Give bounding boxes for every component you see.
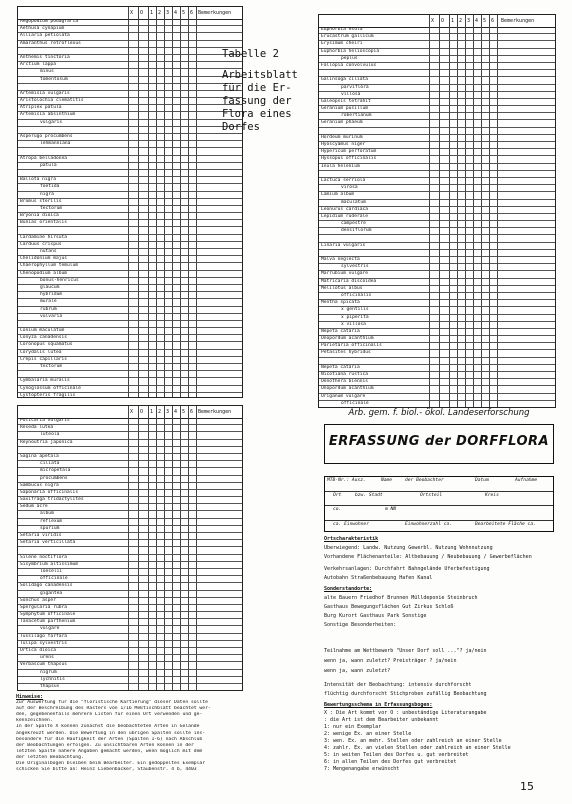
species-row — [319, 171, 555, 178]
species-row: murale — [18, 299, 242, 306]
sheet-2 — [318, 14, 556, 408]
meta-cell: Ortsteil — [420, 492, 443, 498]
species-row: Sedum acre — [18, 504, 242, 511]
meta-cell: m NN — [385, 507, 397, 512]
species-row: Carduus crispus — [18, 242, 242, 249]
col-4: 4 — [174, 409, 178, 415]
notes-line: In der Spalte X können zunächst die beobachteten Arten in Gelände — [16, 724, 200, 730]
species-row: ciliata — [18, 461, 242, 468]
species-row: vulgare — [18, 626, 242, 633]
species-row: Onopordum acanthium — [319, 336, 555, 343]
grid-line — [497, 15, 498, 407]
species-row: Euphorbia helioscopia — [319, 49, 555, 56]
title-line: Tabelle 2 — [222, 48, 279, 60]
species-row: Hyssopus officinalis — [319, 156, 555, 163]
species-row: Saxifraga tridactylites — [18, 497, 242, 504]
notes-line: kennzeichnen. — [16, 718, 53, 724]
grid-line — [164, 406, 165, 690]
species-row: Bryonia dioica — [18, 213, 242, 220]
species-row — [319, 235, 555, 242]
meta-cell: Bearbeitete Fläche ca. — [475, 521, 536, 527]
species-row: Artemisia absinthium — [18, 112, 242, 119]
scale-line: : die Art ist dem Bearbeiter unbekannt — [324, 717, 439, 723]
form-headline: ERFASSUNG der DORFFLORA — [328, 434, 550, 449]
species-row: Chelidonium majus — [18, 256, 242, 263]
species-row: luteola — [18, 432, 242, 439]
species-row: sylvestris — [319, 264, 555, 271]
species-row: foetida — [18, 184, 242, 191]
meta-cell: ca. Einwohner — [333, 521, 369, 527]
species-row: Pulicaria vulgaris — [18, 418, 242, 425]
species-row: Sambucus nigra — [18, 483, 242, 490]
headline-box — [324, 424, 554, 464]
species-row: Asperugo procumbens — [18, 134, 242, 141]
form-line: alte Bauern Friedhof Brunnen Mülldeponie Steinbruch — [324, 595, 478, 601]
species-row: reflexum — [18, 519, 242, 526]
species-row — [18, 127, 242, 134]
col-5: 5 — [182, 409, 186, 415]
species-row: Cynoglossum officinale — [18, 386, 242, 393]
notes-line: schicken Sie bitte an: Heinz Liebenbacker, Staubenstr. 4 b, 4403 — [16, 767, 197, 773]
notes-line: angekreuzt werden. Die Bewertung in den übrigen Spalten sollte ins- — [16, 730, 206, 736]
form-line: wenn ja, wann zuletzt? Preisträger ? ja/nein — [324, 658, 457, 664]
col-x: X — [431, 18, 435, 24]
species-row: Sagina apetala — [18, 454, 242, 461]
species-row: Atropa belladonna — [18, 156, 242, 163]
title-line: fassung der — [222, 95, 292, 107]
species-row: Saponaria officinalis — [18, 490, 242, 497]
species-row: gigantea — [18, 591, 242, 598]
meta-cell: Kreis — [485, 492, 499, 498]
species-row: Reseda lutea — [18, 425, 242, 432]
grid-line — [188, 406, 189, 690]
species-row: tectorum — [18, 206, 242, 213]
species-row: Malva neglecta — [319, 257, 555, 264]
species-row — [18, 148, 242, 155]
grid-line — [156, 406, 157, 690]
species-row: robertianum — [319, 113, 555, 120]
notes-line: letzten Spalte nähere Angaben gemacht werden, wenn möglich mit dem — [16, 748, 203, 754]
form-line: Sonstige Besonderheiten: — [324, 622, 397, 628]
grid-line — [429, 15, 430, 407]
species-row: maculatum — [319, 200, 555, 207]
meta-row — [325, 506, 553, 521]
section-heading: Bewertungsschema in Erfassungsbogen: — [324, 702, 433, 708]
grid-line — [164, 7, 165, 397]
species-row: Nepeta cataria — [319, 365, 555, 372]
form-line: Teilnahme am Wettbewerb "Unser Dorf soll ..."? ja/nein — [324, 648, 487, 654]
grid-line — [439, 15, 440, 407]
meta-cell: Einwohnerzahl ca. — [405, 521, 453, 527]
col-5: 5 — [483, 18, 487, 24]
species-row: Origanum vulgare — [319, 394, 555, 401]
form-line: Autobahn Straßenbebauung Hafen Kanal — [324, 575, 433, 581]
species-row: Setaria viridis — [18, 533, 242, 540]
sheet-1 — [17, 6, 243, 398]
species-row: Coronopus squamatus — [18, 342, 242, 349]
species-row: Reynoutria japonica — [18, 440, 242, 447]
species-row: Nepeta cataria — [319, 329, 555, 336]
col-remarks: Bemerkungen — [501, 18, 535, 24]
species-row: Corydalis lutea — [18, 350, 242, 357]
species-row: Onopordum acanthium — [319, 386, 555, 393]
species-row: Sonchus asper — [18, 598, 242, 605]
species-row: Aethusa cynapium — [18, 26, 242, 33]
form-line: flüchtig durchforscht Stichproben zufällig Beobachtung — [324, 691, 487, 697]
grid-line — [128, 406, 129, 690]
species-row: vulgaris — [18, 120, 242, 127]
species-row: Spergularia rubra — [18, 605, 242, 612]
species-row — [319, 70, 555, 77]
species-row: micropetala — [18, 468, 242, 475]
species-row: peplus — [319, 56, 555, 63]
grid-line — [457, 15, 458, 407]
species-row: Galinsoga ciliata — [319, 77, 555, 84]
notes-title: Hinweise: — [16, 694, 44, 700]
species-row: Aristolochia clematitis — [18, 98, 242, 105]
species-row: Cardamine hirsuta — [18, 235, 242, 242]
meta-row — [325, 492, 553, 507]
meta-cell: Aufnahme — [515, 478, 538, 483]
species-row — [18, 227, 242, 234]
species-row — [18, 547, 242, 554]
col-1: 1 — [150, 409, 154, 415]
species-row: minus — [18, 69, 242, 76]
species-row: Artemisia vulgaris — [18, 91, 242, 98]
species-row: campestre — [319, 221, 555, 228]
grid-line — [148, 7, 149, 397]
species-row: Alliaria petiolata — [18, 33, 242, 40]
species-row — [319, 358, 555, 365]
grid-line — [465, 15, 466, 407]
species-row: Oenothera biennis — [319, 379, 555, 386]
species-row: Euphorbia esula — [319, 27, 555, 34]
species-row: Petasites hybridus — [319, 350, 555, 357]
species-row: album — [18, 511, 242, 518]
species-row: Tulipa sylvestris — [18, 641, 242, 648]
grid-line — [180, 406, 181, 690]
species-row: Hypericum perforatum — [319, 149, 555, 156]
grid-line — [138, 406, 139, 690]
species-row: bonus-henricus — [18, 278, 242, 285]
species-row: Cystopteris fragilis — [18, 393, 242, 398]
species-row: Parietaria officinalis — [319, 343, 555, 350]
form-line: Überwiegend: Landw. Nutzung Gewerbl. Nutzung Wohnnutzung — [324, 545, 493, 551]
sheet-3-rows — [18, 418, 242, 690]
species-row: Silene noctiflora — [18, 555, 242, 562]
meta-cell: bzw. Stadt — [355, 492, 383, 498]
species-row: officinale — [319, 401, 555, 408]
species-row: lychnitis — [18, 677, 242, 684]
species-row: villosa — [319, 92, 555, 99]
grid-line — [148, 406, 149, 690]
species-row: x villosa — [319, 322, 555, 329]
notes-line: Zur Auswertung für die "floristische Kartierung" dieser Daten sollte — [16, 700, 208, 706]
col-4: 4 — [475, 18, 479, 24]
species-row: Setaria verticillata — [18, 540, 242, 547]
species-row: Geranium pusillum — [319, 106, 555, 113]
species-row: Lamium album — [319, 192, 555, 199]
species-row: Tanacetum parthenium — [18, 619, 242, 626]
species-row — [319, 250, 555, 257]
form-line: wenn ja, wann zuletzt? — [324, 668, 391, 674]
species-row: Erucastrum gallicum — [319, 34, 555, 41]
species-row: x piperita — [319, 315, 555, 322]
species-row — [18, 371, 242, 378]
species-row: Atriplex patula — [18, 105, 242, 112]
species-row: virosa — [319, 185, 555, 192]
scale-line: 6: in allen Teilen des Dorfes gut verbreitet — [324, 759, 457, 765]
scale-line: X : Die Art kommt vor O : unbeständige Literaturangabe — [324, 710, 487, 716]
species-row: tectorum — [18, 364, 242, 371]
species-row: Urtica dioica — [18, 648, 242, 655]
section-heading: Sonderstandorte: — [324, 586, 373, 592]
species-row: lehmanniana — [18, 141, 242, 148]
species-row: Galeopsis tetrahit — [319, 99, 555, 106]
species-row: Amaranthus retroflexus — [18, 41, 242, 48]
grid-line — [172, 406, 173, 690]
col-2: 2 — [158, 10, 162, 16]
species-row: densiflorum — [319, 228, 555, 235]
species-row: Chaerophyllum temulum — [18, 263, 242, 270]
col-2: 2 — [459, 18, 463, 24]
col-x: X — [130, 409, 134, 415]
col-3: 3 — [166, 10, 170, 16]
scale-line: 2: wenige Ex. an einer Stelle — [324, 731, 412, 737]
meta-cell: der Beobachter — [405, 478, 444, 483]
species-row: officinalis — [319, 293, 555, 300]
grid-line — [128, 7, 129, 397]
grid-line — [473, 15, 474, 407]
species-row: Matricaria discoidea — [319, 279, 555, 286]
species-row: Melilotus albus — [319, 286, 555, 293]
species-row: Geranium phaeum — [319, 120, 555, 127]
survey-form — [318, 408, 558, 798]
species-row: Fallopia convolvulus — [319, 63, 555, 70]
sheet-1-rows — [18, 19, 242, 397]
scale-line: 7: Mengenangabe erwünscht — [324, 766, 400, 772]
species-row: Cymbalaria muralis — [18, 378, 242, 385]
worksheet-title — [222, 48, 317, 134]
col-remarks: Bemerkungen — [198, 409, 232, 415]
col-x: X — [130, 10, 134, 16]
col-remarks: Bemerkungen — [198, 10, 232, 16]
species-row: Bromus sterilis — [18, 199, 242, 206]
species-row: tomentosum — [18, 77, 242, 84]
species-row: loeselii — [18, 569, 242, 576]
meta-cell: MTB-Nr.: Ausz. — [327, 478, 366, 483]
species-row — [18, 48, 242, 55]
species-row: Sisymbrium altissimum — [18, 562, 242, 569]
species-row: Lactuca serriola — [319, 178, 555, 185]
species-row: x gentilis — [319, 307, 555, 314]
species-row: Leonurus cardiaca — [319, 207, 555, 214]
col-6: 6 — [491, 18, 495, 24]
species-row: procumbens — [18, 476, 242, 483]
title-line: Arbeitsblatt — [222, 69, 298, 81]
notes-line: auf der Beschreibung des Rasters von 1/16 Meßtischblatt beachtet wer- — [16, 706, 211, 712]
col-6: 6 — [190, 10, 194, 16]
notes-block — [16, 694, 238, 773]
scale-line: 3: wen. Ex. an mehr. Stellen oder zahlreich an einer Stelle — [324, 738, 502, 744]
notes-line: der letzten Beobachtung. — [16, 754, 84, 760]
notes-line: Die Originalbögen bleiben beim Bearbeiter. Ein gedoppeltes Exemplar — [16, 761, 206, 767]
grid-line — [449, 15, 450, 407]
species-row: Tussilago farfara — [18, 634, 242, 641]
grid-line — [172, 7, 173, 397]
scale-line: 1: nur ein Exemplar — [324, 724, 382, 730]
species-row: nutans — [18, 249, 242, 256]
page-number: 15 — [520, 780, 534, 793]
species-row: Conyza canadensis — [18, 335, 242, 342]
meta-cell: Ort — [333, 492, 342, 498]
col-1: 1 — [451, 18, 455, 24]
notes-line: besondere für die Häufigkeit der Arten (Spalten 1-6) nach Abschluß — [16, 736, 203, 742]
col-2: 2 — [158, 409, 162, 415]
species-row: glaucum — [18, 285, 242, 292]
title-line: Dorfes — [222, 121, 260, 133]
col-o: O — [140, 10, 144, 16]
species-row: Chenopodium album — [18, 271, 242, 278]
col-3: 3 — [467, 18, 471, 24]
species-row — [18, 170, 242, 177]
species-row: officinale — [18, 576, 242, 583]
species-row: Verbascum thapsus — [18, 662, 242, 669]
species-row: Symphytum officinale — [18, 612, 242, 619]
species-row: spurium — [18, 526, 242, 533]
species-row: urens — [18, 655, 242, 662]
meta-cell: Name — [381, 478, 393, 483]
form-line: Vorhandene Flächenanteile: Altbebauung / Neubebauung / Gewerbeflächen — [324, 554, 532, 560]
grid-line — [196, 7, 197, 397]
species-row: Hyoscyamus niger — [319, 142, 555, 149]
col-1: 1 — [150, 10, 154, 16]
form-line: Gasthaus Bewegungsflächen Gut Zirkus Schloß — [324, 604, 454, 610]
grid-line — [156, 7, 157, 397]
species-row: Marrubium vulgare — [319, 271, 555, 278]
grid-line — [138, 7, 139, 397]
scale-line: 5: in weiten Teilen des Dorfes u. gut verbreitet — [324, 752, 469, 758]
col-4: 4 — [174, 10, 178, 16]
grid-line — [188, 7, 189, 397]
col-o: O — [140, 409, 144, 415]
species-row: Ballota nigra — [18, 177, 242, 184]
species-row: Conium maculatum — [18, 328, 242, 335]
notes-line: der Beobachtungen erfolgen. Zu unsichtbaren Arten können in der — [16, 742, 194, 748]
species-row: Hordeum murinum — [319, 135, 555, 142]
grid-line — [481, 15, 482, 407]
species-row: Nicotiana rustica — [319, 372, 555, 379]
species-row: patula — [18, 163, 242, 170]
species-row: rubrum — [18, 307, 242, 314]
species-row: thapsus — [18, 684, 242, 691]
grid-line — [196, 406, 197, 690]
form-line: Verkehrsanlagen: Durchfahrt Bahngelände Uferbefestigung — [324, 566, 490, 572]
species-row: Bunias orientalis — [18, 220, 242, 227]
species-row: Mentha spicata — [319, 300, 555, 307]
notes-line: den, gegebenenfalls mehrere Listen für einen Ort verwenden und ge- — [16, 712, 203, 718]
species-row: Inula helenium — [319, 164, 555, 171]
title-line: für die Er- — [222, 82, 292, 94]
sheet-2-rows — [319, 27, 555, 407]
grid-line — [489, 15, 490, 407]
species-row: Anthemis tinctoria — [18, 55, 242, 62]
sheet-3 — [17, 405, 243, 691]
species-row: Crepis capillaris — [18, 357, 242, 364]
meta-row — [325, 521, 553, 535]
col-6: 6 — [190, 409, 194, 415]
meta-cell: co. — [333, 507, 342, 512]
form-line: Intensität der Beobachtung: intensiv durchforscht — [324, 682, 472, 688]
species-row: hybridum — [18, 292, 242, 299]
species-row: vulvaria — [18, 314, 242, 321]
species-row: Lepidium ruderale — [319, 214, 555, 221]
col-5: 5 — [182, 10, 186, 16]
species-row: nigra — [18, 192, 242, 199]
section-heading: Ortscharakteristik — [324, 536, 379, 542]
col-o: O — [441, 18, 445, 24]
title-line: Flora eines — [222, 108, 292, 120]
form-line: Burg Kurort Gasthaus Park Sonstige — [324, 613, 427, 619]
species-row: nigrum — [18, 670, 242, 677]
meta-row — [325, 477, 553, 492]
species-row: Arctium lappa — [18, 62, 242, 69]
species-row — [18, 321, 242, 328]
meta-cell: Datum — [475, 478, 489, 483]
species-row: parviflora — [319, 85, 555, 92]
col-3: 3 — [166, 409, 170, 415]
species-row: Erysimum cheiri — [319, 41, 555, 48]
species-row: Solidago canadensis — [18, 583, 242, 590]
species-row: Linaria vulgaris — [319, 243, 555, 250]
scale-line: 4: zahlr. Ex. an vielen Stellen oder zahlreich an einer Stelle — [324, 745, 511, 751]
association-name: Arb. gem. f. biol.- ökol. Landeserforschung — [348, 408, 530, 418]
meta-table — [324, 476, 554, 532]
species-row — [18, 447, 242, 454]
species-row — [18, 84, 242, 91]
species-row: Aegopodium podagraria — [18, 19, 242, 26]
grid-line — [180, 7, 181, 397]
species-row — [319, 128, 555, 135]
